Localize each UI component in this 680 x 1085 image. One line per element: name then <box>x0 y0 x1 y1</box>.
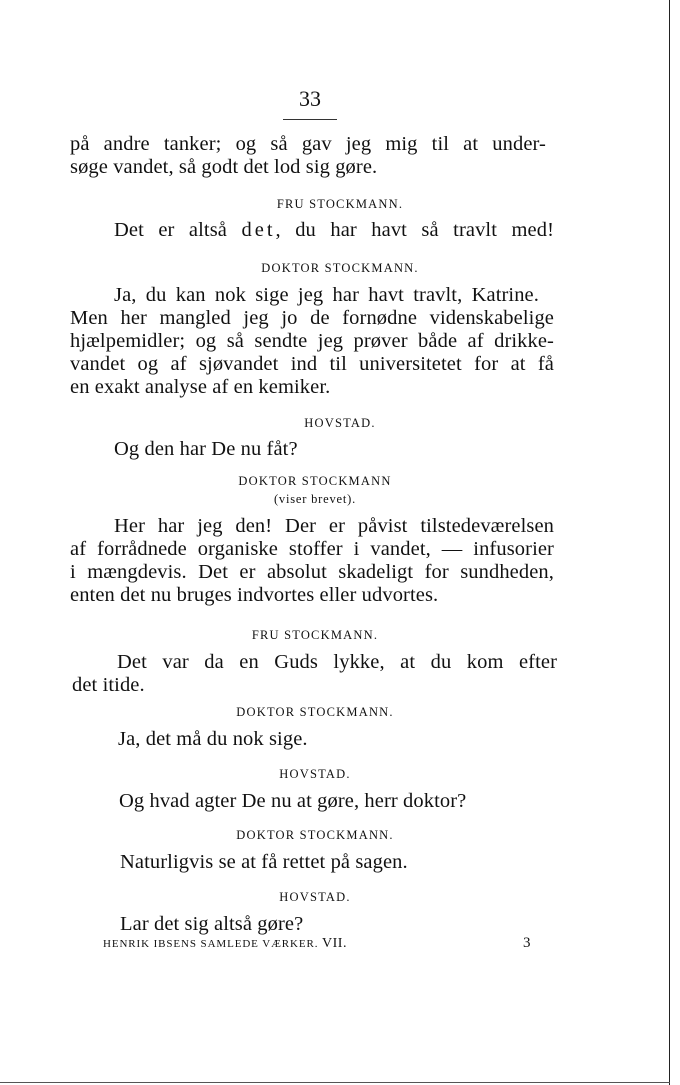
text-line: i mængdevis. Det er absolut skadeligt for sundheden, <box>70 561 554 583</box>
speaker-name: FRU STOCKMANN. <box>276 197 404 211</box>
text-line: Ja, du kan nok sige jeg har havt travlt, Katrine. <box>114 284 539 306</box>
text-line: Men her mangled jeg jo de fornødne videnskabelige <box>70 307 554 329</box>
text-run: Det er altså <box>114 219 242 241</box>
signature-mark: 3 <box>523 935 531 951</box>
text-line: Ja, det må du nok sige. <box>118 728 308 750</box>
text-line: enten det nu bruges indvortes eller udvortes. <box>70 584 439 606</box>
text-line: det itide. <box>72 674 145 696</box>
speaker-name: DOKTOR STOCKMANN. <box>236 828 394 842</box>
volume-number: VII. <box>322 936 347 951</box>
page-edge-right <box>669 0 670 1085</box>
text-run: , du har havt så travlt med! <box>275 219 554 241</box>
text-line: af forrådnede organiske stoffer i vandet, — infusorier <box>70 538 554 560</box>
speaker-name: FRU STOCKMANN. <box>251 628 379 642</box>
text-line: vandet og af sjøvandet ind til universitetet for at få <box>70 353 554 375</box>
text-line: Her har jeg den! Der er påvist tilstedeværelsen <box>114 515 554 537</box>
emphasized-word: det <box>241 219 276 241</box>
speaker-name: DOKTOR STOCKMANN. <box>236 705 394 719</box>
footer-series-title <box>103 937 347 951</box>
text-line <box>114 218 554 242</box>
text-line: Naturligvis se at få rettet på sagen. <box>120 851 408 873</box>
page-number-rule <box>283 119 337 120</box>
text-line: Det var da en Guds lykke, at du kom efter <box>117 651 557 673</box>
speaker-name: HOVSTAD. <box>279 767 351 781</box>
speaker-name: DOKTOR STOCKMANN <box>238 474 392 488</box>
text-line: søge vandet, så godt det lod sig gøre. <box>70 156 378 178</box>
text-line: en exakt analyse af en kemiker. <box>70 376 331 398</box>
speaker-name: HOVSTAD. <box>279 890 351 904</box>
text-line: hjælpemidler; og så sendte jeg prøver både af drikke- <box>70 330 554 352</box>
speaker-name: DOKTOR STOCKMANN. <box>261 261 419 275</box>
text-line: Og hvad agter De nu at gøre, herr doktor? <box>119 790 467 812</box>
text-line: Og den har De nu fåt? <box>114 438 298 460</box>
speaker-name: HOVSTAD. <box>304 416 376 430</box>
page-edge-bottom <box>0 1082 670 1083</box>
series-name: HENRIK IBSENS SAMLEDE VÆRKER. <box>103 938 319 950</box>
page-number: 33 <box>299 86 321 111</box>
text-line: på andre tanker; og så gav jeg mig til at under- <box>70 133 546 155</box>
text-line: Lar det sig altså gøre? <box>120 913 304 935</box>
stage-direction: (viser brevet). <box>273 492 357 506</box>
